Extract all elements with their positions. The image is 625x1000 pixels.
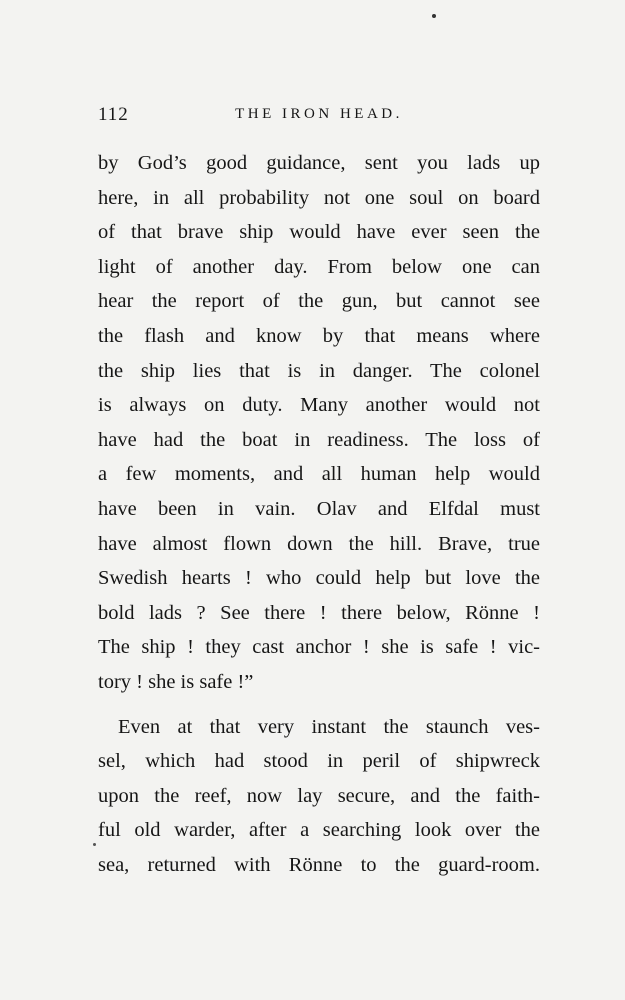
text-line: light of another day. From below one can — [98, 255, 540, 278]
running-title: THE IRON HEAD. — [235, 106, 403, 122]
text-line: upon the reef, now lay secure, and the faith- — [98, 784, 540, 807]
text-line: a few moments, and all human help would — [98, 463, 540, 486]
text-line: have had the boat in readiness. The loss of — [98, 428, 540, 451]
text-line: sea, returned with Rönne to the guard-room. — [98, 853, 540, 876]
page-number: 112 — [98, 104, 129, 125]
paragraph — [98, 146, 540, 700]
paragraph — [98, 710, 540, 883]
text-line: here, in all probability not one soul on board — [98, 186, 540, 209]
text-line: Even at that very instant the staunch ves- — [118, 715, 540, 738]
ink-speck — [432, 14, 436, 18]
text-line: have almost flown down the hill. Brave, true — [98, 532, 540, 555]
text-line: the ship lies that is in danger. The colonel — [98, 359, 540, 382]
body-text — [98, 146, 540, 882]
text-line: of that brave ship would have ever seen the — [98, 221, 540, 244]
text-line: tory ! she is safe !” — [98, 670, 254, 693]
text-line: the flash and know by that means where — [98, 324, 540, 347]
text-line: have been in vain. Olav and Elfdal must — [98, 497, 540, 520]
text-line: Swedish hearts ! who could help but love the — [98, 567, 540, 590]
page-header — [98, 104, 540, 134]
text-line: hear the report of the gun, but cannot see — [98, 290, 540, 313]
text-line: is always on duty. Many another would not — [98, 394, 540, 417]
text-line: sel, which had stood in peril of shipwreck — [98, 750, 540, 773]
text-line: bold lads ? See there ! there below, Rönne ! — [98, 601, 540, 624]
ink-speck — [93, 843, 96, 846]
text-line: by God’s good guidance, sent you lads up — [98, 152, 540, 174]
text-line: The ship ! they cast anchor ! she is safe ! vic- — [98, 636, 540, 659]
text-line: ful old warder, after a searching look over the — [98, 819, 540, 842]
